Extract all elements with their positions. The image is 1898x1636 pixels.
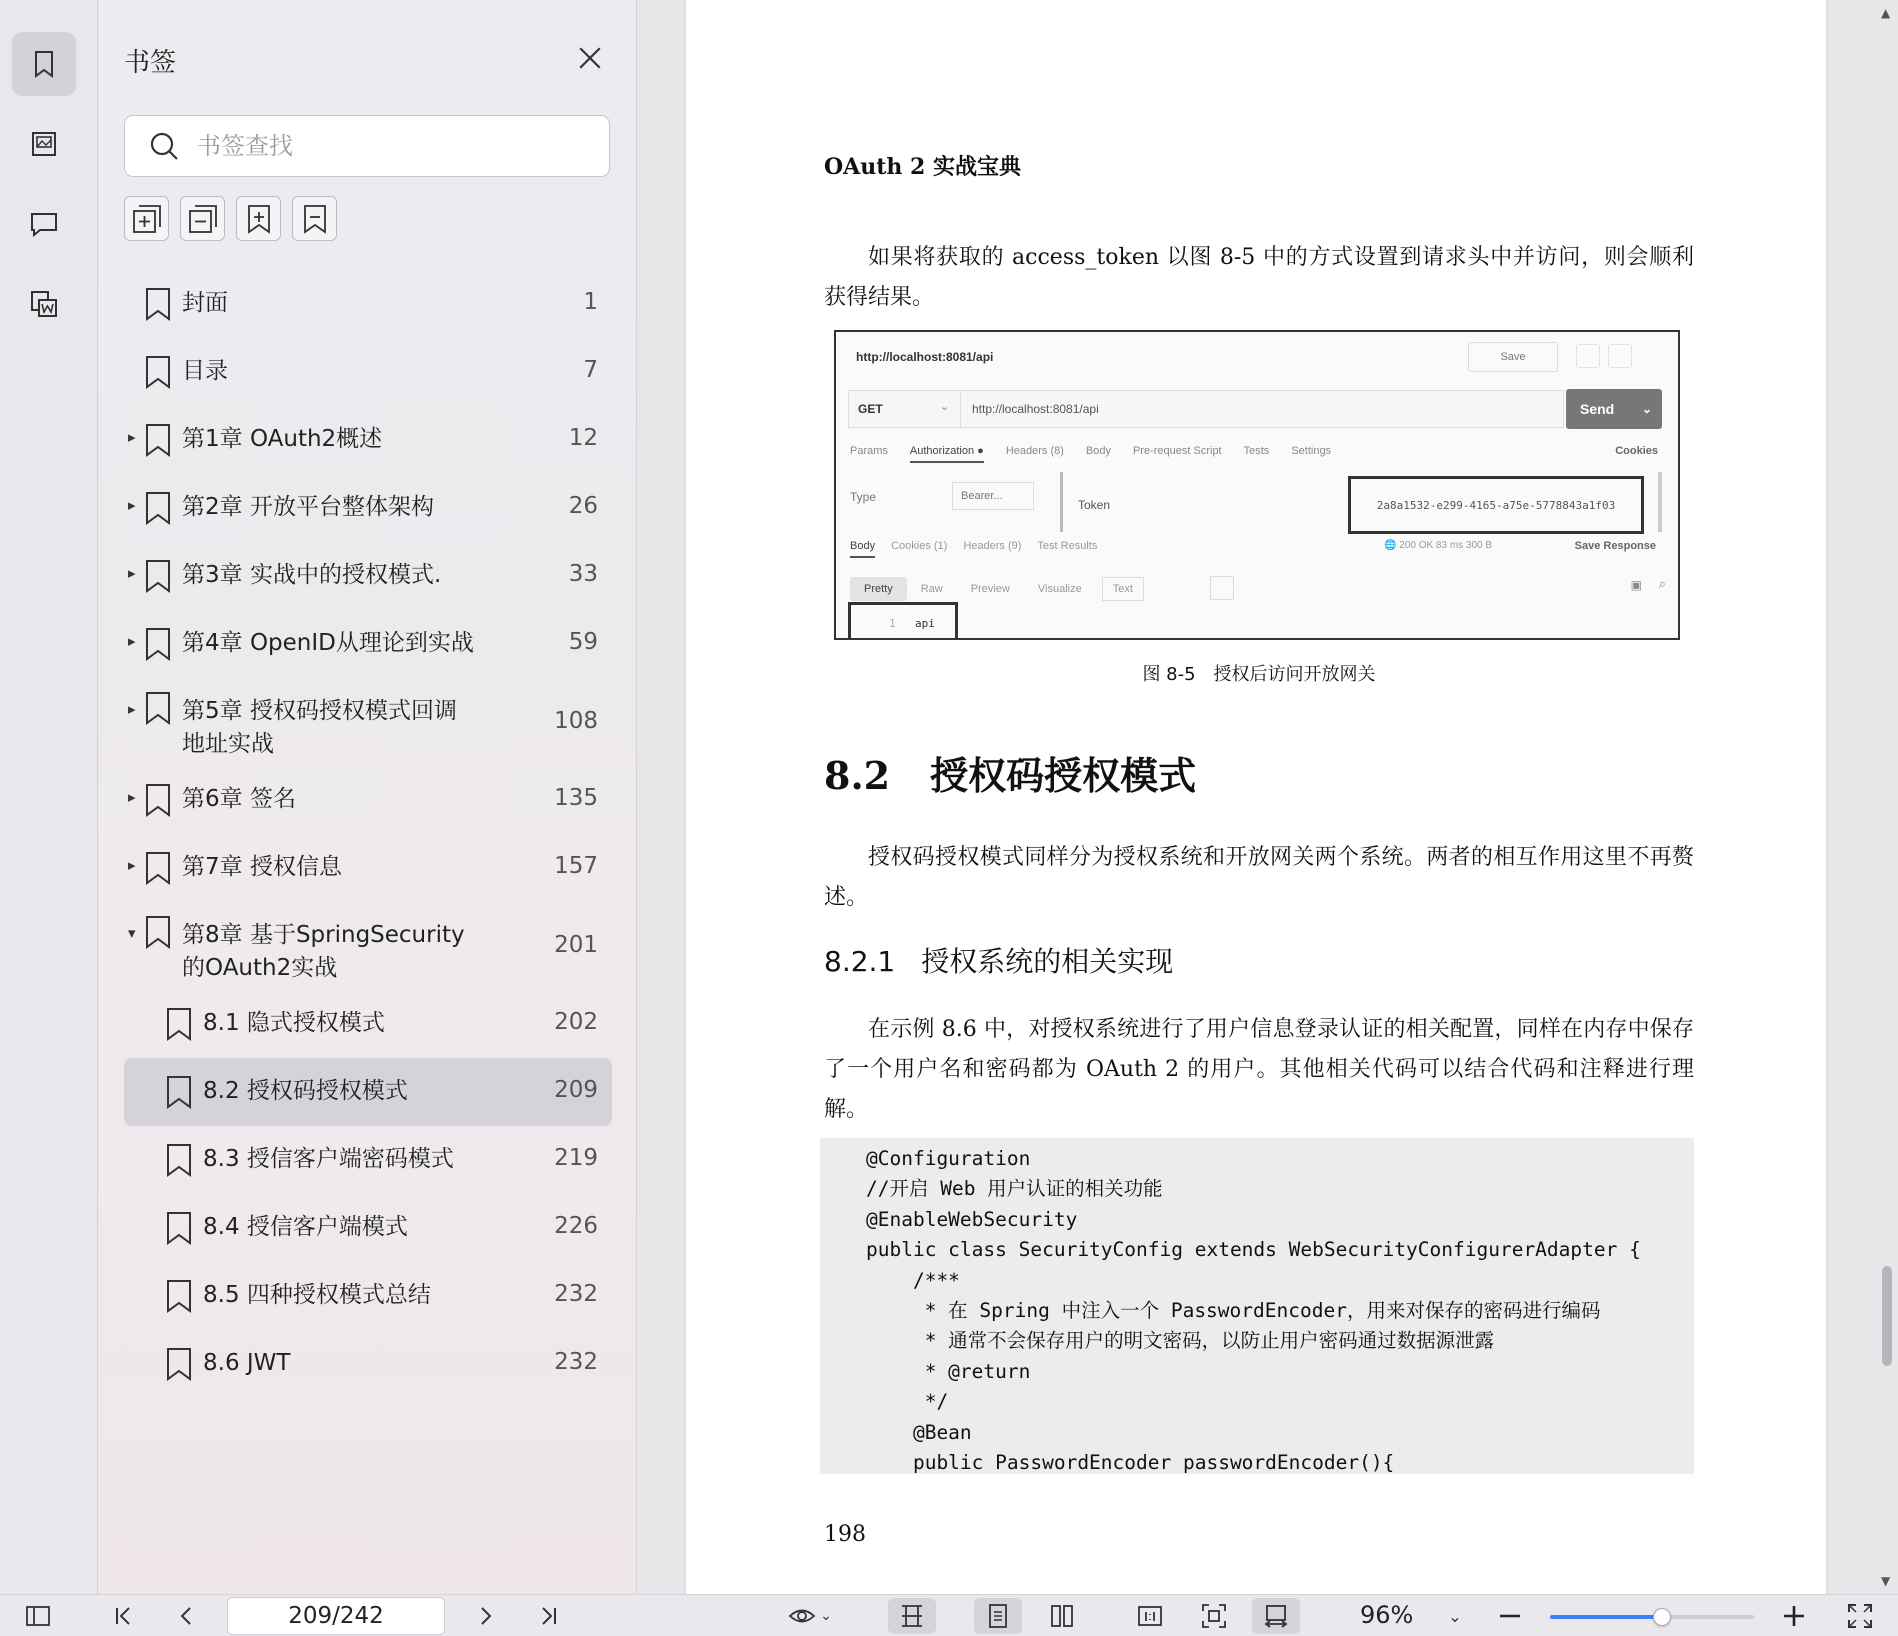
bookmark-label: 第4章 OpenID从理论到实战	[182, 630, 474, 656]
figure-response-tab: Test Results	[1037, 540, 1098, 552]
bookmark-label: 第2章 开放平台整体架构	[182, 494, 434, 520]
figure-response-tab: Cookies (1)	[891, 540, 948, 552]
section-number: 8.2	[824, 753, 891, 798]
bookmark-label: 第1章 OAuth2概述	[182, 426, 383, 452]
scrollbar-thumb[interactable]	[1882, 1266, 1892, 1366]
document-word-icon	[27, 287, 61, 321]
expand-all-icon	[130, 202, 164, 236]
continuous-scroll-button[interactable]	[1252, 1598, 1300, 1634]
fit-width-button[interactable]	[888, 1598, 936, 1634]
collapsed-arrow-icon[interactable]: ▸	[128, 632, 136, 650]
figure-edit-icon	[1576, 344, 1600, 368]
expand-all-button[interactable]	[124, 196, 169, 241]
fit-page-button[interactable]	[1192, 1598, 1236, 1634]
bottom-toolbar	[0, 1594, 1898, 1636]
figure-url: http://localhost:8081/api	[856, 350, 994, 364]
figure-cookies: Cookies	[1615, 445, 1658, 457]
bookmark-item[interactable]	[124, 1126, 612, 1194]
bookmark-item[interactable]	[124, 766, 612, 834]
bookmark-label: 第6章 签名	[182, 786, 296, 812]
fullscreen-button[interactable]	[1842, 1598, 1878, 1634]
zoom-level[interactable]: 96%	[1360, 1601, 1414, 1629]
figure-request-tabs	[850, 445, 1331, 463]
paragraph-2: 授权码授权模式同样分为授权系统和开放网关两个系统。两者的相互作用这里不再赘述。	[824, 845, 1694, 910]
bookmark-label: 8.1 隐式授权模式	[203, 1010, 385, 1036]
bookmark-search-input[interactable]	[197, 132, 577, 160]
view-mode-button[interactable]	[780, 1598, 840, 1634]
actual-size-button[interactable]	[1128, 1598, 1172, 1634]
bookmark-label: 8.4 授信客户端模式	[203, 1214, 408, 1240]
paragraph-3: 在示例 8.6 中，对授权系统进行了用户信息登录认证的相关配置，同样在内存中保存了一个用户名和密码都为 OAuth 2 的用户。其他相关代码可以结合代码和注释进行理解。	[824, 1017, 1694, 1122]
figure-view-mode: Preview	[970, 583, 1010, 595]
figure-request-bar	[848, 390, 1564, 428]
figure-line-number: 1	[889, 617, 896, 630]
fullscreen-icon	[1846, 1602, 1874, 1630]
bookmark-label: 8.5 四种授权模式总结	[203, 1282, 431, 1308]
bookmark-item[interactable]	[124, 542, 612, 610]
bookmark-label: 第7章 授权信息	[182, 854, 342, 880]
bookmark-item[interactable]	[124, 902, 612, 990]
bookmark-page-number: 135	[554, 785, 598, 811]
bookmark-page-number: 232	[554, 1349, 598, 1375]
zoom-slider[interactable]	[1550, 1615, 1754, 1619]
bookmarks-tab[interactable]	[12, 32, 76, 96]
bookmark-tools	[124, 196, 337, 241]
two-page-button[interactable]	[1040, 1598, 1084, 1634]
page-number: 198	[824, 1522, 866, 1547]
collapsed-arrow-icon[interactable]: ▸	[128, 856, 136, 874]
previous-page-button[interactable]	[168, 1598, 204, 1634]
bookmark-page-number: 209	[554, 1077, 598, 1103]
panel-title: 书签	[124, 48, 177, 78]
bookmark-icon	[143, 850, 173, 890]
figure-save-label: Save	[1500, 351, 1526, 363]
bookmark-label: 封面	[182, 290, 228, 316]
code-listing: @Configuration //开启 Web 用户认证的相关功能 @EnableWebSecurity public class SecurityConfig extends WebSecurityConfigurerAdapter { /*** * 在 Spring 中注入一个 PasswordEncoder，用来对保存的密码进行编码 * 通常不会保存用户的明文密码，以防止用户密码通过数据源泄露 * @return */ @Bean public PasswordEncoder passwordEncoder(){	[820, 1138, 1694, 1474]
figure-response-output	[848, 602, 958, 640]
figure-scrollbar	[1658, 472, 1662, 532]
scroll-down-icon[interactable]: ▼	[1881, 1574, 1891, 1588]
figure-view-mode: Visualize	[1037, 583, 1082, 595]
figure-request-tab: Tests	[1243, 445, 1270, 457]
collapse-all-icon	[186, 202, 220, 236]
collapsed-arrow-icon[interactable]: ▸	[128, 788, 136, 806]
bookmark-item[interactable]	[124, 990, 612, 1058]
zoom-dropdown[interactable]	[1440, 1598, 1470, 1634]
subsection-title: 授权系统的相关实现	[921, 945, 1174, 978]
bookmark-page-number: 12	[568, 425, 598, 451]
bookmark-label: 第8章 基于SpringSecurity的OAuth2实战	[182, 922, 465, 981]
bookmark-item[interactable]	[124, 834, 612, 902]
bookmark-page-number: 202	[554, 1009, 598, 1035]
bookmark-icon	[164, 1006, 194, 1046]
bookmark-list	[124, 270, 612, 1398]
figure-request-tab: Params	[850, 445, 888, 457]
collapsed-arrow-icon[interactable]: ▸	[128, 564, 136, 582]
add-bookmark-button[interactable]	[236, 196, 281, 241]
document-page	[686, 0, 1826, 1594]
single-page-button[interactable]	[974, 1598, 1022, 1634]
bookmark-icon	[164, 1074, 194, 1114]
bookmark-icon	[143, 354, 173, 394]
figure-request-tab: Body	[1085, 445, 1111, 457]
continuous-scroll-icon	[1262, 1602, 1290, 1630]
bookmark-page-number: 157	[554, 853, 598, 879]
figure-response-tabs	[850, 540, 1097, 558]
bookmark-icon	[143, 782, 173, 822]
eye-icon	[788, 1602, 816, 1630]
toggle-sidebar-button[interactable]	[20, 1598, 56, 1634]
thumbnails-tab[interactable]	[12, 112, 76, 176]
zoom-slider-fill	[1550, 1615, 1662, 1619]
vertical-scrollbar[interactable]	[1876, 0, 1898, 1594]
figure-response-tab: Headers (9)	[963, 540, 1022, 552]
bookmark-page-number: 7	[583, 357, 598, 383]
bookmark-icon	[164, 1346, 194, 1386]
expanded-arrow-icon[interactable]: ▾	[128, 924, 136, 942]
fit-width-icon	[898, 1602, 926, 1630]
last-page-button[interactable]	[531, 1598, 567, 1634]
bookmark-label: 目录	[182, 358, 228, 384]
figure-request-url: http://localhost:8081/api	[972, 402, 1099, 416]
chevron-right-icon	[472, 1602, 500, 1630]
running-head: OAuth 2 实战宝典	[824, 154, 1022, 180]
subsection-heading	[824, 940, 1173, 980]
collapsed-arrow-icon[interactable]: ▸	[128, 428, 136, 446]
figure-request-tab: Authorization ●	[910, 445, 984, 463]
collapsed-arrow-icon[interactable]: ▸	[128, 496, 136, 514]
bookmark-label: 第3章 实战中的授权模式.	[182, 562, 442, 588]
bookmark-item[interactable]	[124, 338, 612, 406]
side-rail	[0, 0, 98, 1594]
figure-request-tab: Pre-request Script	[1132, 445, 1222, 457]
bookmark-icon	[164, 1142, 194, 1182]
bookmark-icon	[143, 690, 173, 730]
bookmark-icon	[143, 558, 173, 598]
figure-format-select: Text	[1102, 577, 1144, 601]
figure-splitter	[1060, 472, 1063, 532]
close-panel-button[interactable]	[574, 42, 606, 74]
bookmark-page-number: 201	[554, 932, 598, 958]
bookmark-panel	[99, 0, 637, 1594]
bookmark-page-number: 219	[554, 1145, 598, 1171]
figure-divider	[960, 390, 961, 428]
next-page-button[interactable]	[468, 1598, 504, 1634]
collapsed-arrow-icon[interactable]: ▸	[128, 700, 136, 718]
bookmark-icon	[143, 490, 173, 530]
bookmark-item[interactable]	[124, 1330, 612, 1398]
figure-method-caret-icon: ⌄	[940, 401, 950, 413]
figure-response-tab: Body	[850, 540, 875, 558]
bookmark-item[interactable]	[124, 270, 612, 338]
scroll-up-icon[interactable]: ▲	[1881, 6, 1891, 20]
bookmark-label: 第5章 授权码授权模式回调地址实战	[182, 698, 457, 757]
figure-request-tab: Headers (8)	[1005, 445, 1064, 457]
figure-output-value: api	[915, 617, 935, 630]
first-page-icon	[109, 1602, 137, 1630]
first-page-button[interactable]	[105, 1598, 141, 1634]
figure-comment-icon	[1608, 344, 1632, 368]
zoom-in-button[interactable]	[1778, 1598, 1810, 1634]
zoom-out-button[interactable]	[1494, 1598, 1526, 1634]
bookmark-label: 8.2 授权码授权模式	[203, 1078, 408, 1104]
figure-postman-screenshot	[834, 330, 1680, 640]
figure-type-select: Bearer...	[952, 482, 1034, 510]
bookmark-item[interactable]	[124, 406, 612, 474]
figure-method: GET	[858, 402, 883, 416]
figure-type-label: Type	[850, 490, 877, 504]
figure-status: 🌐 200 OK 83 ms 300 B	[1384, 540, 1493, 551]
figure-view-modes	[850, 574, 1210, 604]
figure-send-button	[1566, 389, 1662, 429]
bookmark-item[interactable]	[124, 678, 612, 766]
figure-wrap-icon	[1210, 576, 1234, 600]
bookmark-page-number: 108	[554, 708, 598, 734]
bookmark-icon	[143, 286, 173, 326]
figure-save-button	[1468, 342, 1558, 372]
bookmark-item[interactable]	[124, 1194, 612, 1262]
bookmark-icon	[27, 47, 61, 81]
two-page-icon	[1048, 1602, 1076, 1630]
bookmark-icon	[143, 914, 173, 954]
bookmark-icon	[143, 626, 173, 666]
figure-save-response: Save Response	[1574, 540, 1656, 552]
figure-view-mode: Pretty	[850, 577, 907, 601]
figure-token-value: 2a8a1532-e299-4165-a75e-5778843a1f03	[1348, 476, 1644, 534]
section-heading	[824, 745, 1196, 800]
remove-bookmark-button[interactable]	[292, 196, 337, 241]
bookmark-label: 8.3 授信客户端密码模式	[203, 1146, 454, 1172]
comments-tab[interactable]	[12, 192, 76, 256]
minus-icon	[1496, 1602, 1524, 1630]
image-icon	[27, 127, 61, 161]
page-number-input[interactable]	[227, 1597, 445, 1635]
add-bookmark-icon	[242, 202, 276, 236]
figure-request-tab: Settings	[1291, 445, 1332, 457]
bookmark-icon	[164, 1210, 194, 1250]
subsection-number: 8.2.1	[824, 945, 896, 978]
chevron-left-icon	[172, 1602, 200, 1630]
chevron-down-icon: ⌄	[1448, 1606, 1462, 1626]
attachments-tab[interactable]	[12, 272, 76, 336]
actual-size-icon	[1136, 1602, 1164, 1630]
search-icon	[147, 129, 181, 163]
bookmark-item[interactable]	[124, 1262, 612, 1330]
bookmark-label: 8.6 JWT	[203, 1350, 291, 1376]
figure-copy-icon: ▣	[1630, 578, 1642, 592]
bookmark-item[interactable]	[124, 1058, 612, 1126]
view-mode-caret-icon: ⌄	[820, 1608, 832, 1624]
bookmark-search[interactable]	[124, 115, 610, 177]
bookmark-page-number: 1	[583, 289, 598, 315]
figure-caption: 图 8-5 授权后访问开放网关	[1142, 664, 1376, 685]
remove-bookmark-icon	[298, 202, 332, 236]
figure-token-label: Token	[1078, 498, 1111, 512]
bookmark-item[interactable]	[124, 474, 612, 542]
fit-page-icon	[1200, 1602, 1228, 1630]
figure-search-icon: ⌕	[1658, 576, 1666, 591]
bookmark-page-number: 59	[568, 629, 598, 655]
last-page-icon	[535, 1602, 563, 1630]
sidebar-icon	[24, 1602, 52, 1630]
section-title: 授权码授权模式	[930, 753, 1197, 798]
comment-icon	[27, 207, 61, 241]
figure-send-label: Send	[1580, 401, 1615, 417]
bookmark-page-number: 33	[568, 561, 598, 587]
bookmark-page-number: 226	[554, 1213, 598, 1239]
bookmark-item[interactable]	[124, 610, 612, 678]
plus-icon	[1780, 1602, 1808, 1630]
single-page-icon	[984, 1602, 1012, 1630]
figure-send-caret-icon: ⌄	[1641, 402, 1652, 416]
zoom-slider-knob[interactable]	[1653, 1608, 1671, 1626]
bookmark-page-number: 232	[554, 1281, 598, 1307]
bookmark-icon	[143, 422, 173, 462]
paragraph-1: 如果将获取的 access_token 以图 8-5 中的方式设置到请求头中并访问，则会顺利获得结果。	[824, 245, 1694, 310]
figure-view-mode: Raw	[920, 583, 943, 595]
close-icon	[577, 45, 603, 71]
bookmark-page-number: 26	[568, 493, 598, 519]
bookmark-icon	[164, 1278, 194, 1318]
collapse-all-button[interactable]	[180, 196, 225, 241]
